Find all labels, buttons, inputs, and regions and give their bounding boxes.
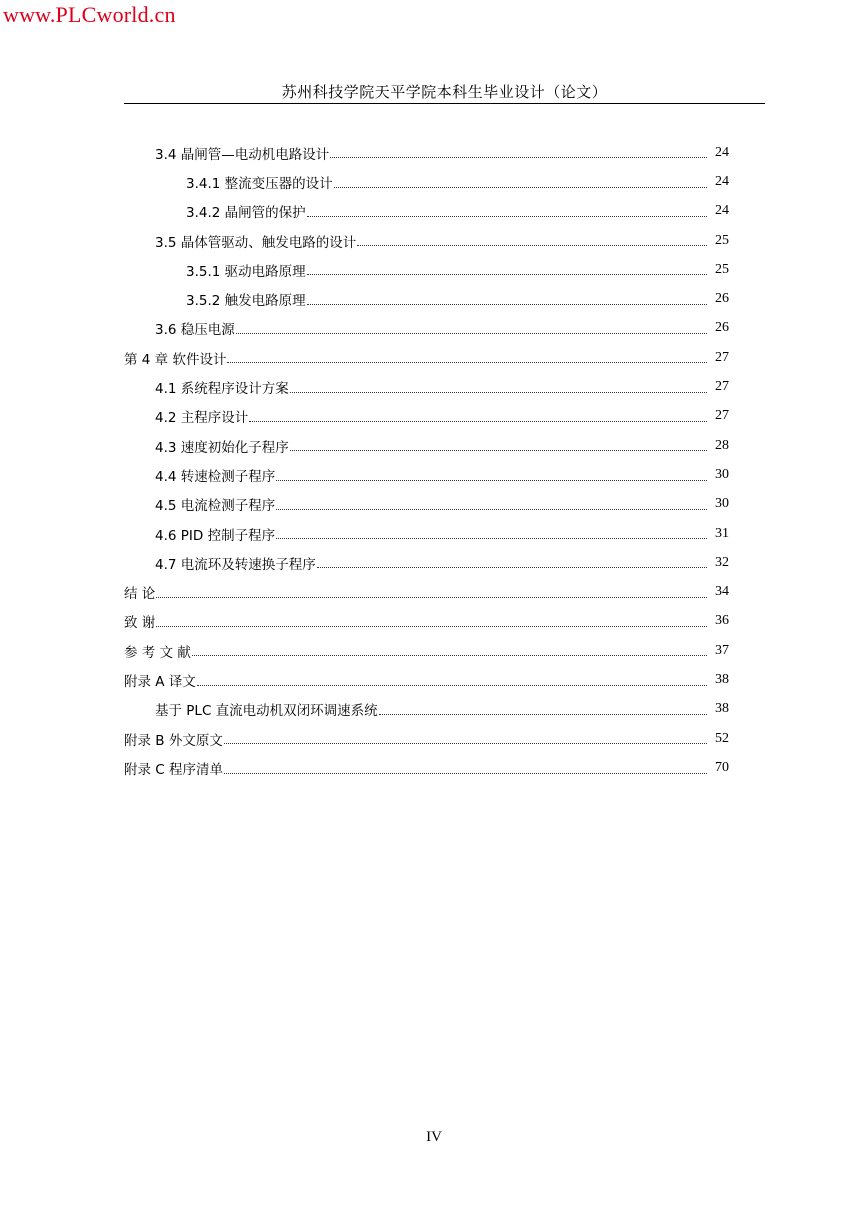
toc-entry-title: 3.4.2 晶闸管的保护 bbox=[186, 205, 306, 222]
toc-entry-page: 24 bbox=[715, 173, 729, 189]
toc-entry[interactable] bbox=[124, 753, 729, 782]
toc-entry-title: 4.2 主程序设计 bbox=[155, 410, 249, 427]
toc-entry[interactable] bbox=[124, 607, 729, 636]
toc-dot-leader bbox=[276, 508, 707, 510]
toc-entry-page: 36 bbox=[715, 613, 729, 629]
toc-entry-title: 第 4 章 软件设计 bbox=[124, 351, 227, 368]
toc-entry-title: 附录 B 外文原文 bbox=[124, 732, 223, 749]
toc-dot-leader bbox=[357, 244, 707, 246]
toc-entry-page: 34 bbox=[715, 584, 729, 600]
table-of-contents bbox=[124, 138, 729, 783]
toc-entry-title: 附录 A 译文 bbox=[124, 673, 196, 690]
toc-entry[interactable] bbox=[124, 519, 729, 548]
toc-entry-page: 38 bbox=[715, 671, 729, 687]
toc-entry[interactable] bbox=[124, 138, 729, 167]
toc-dot-leader bbox=[276, 537, 707, 539]
toc-entry-title: 致 谢 bbox=[124, 615, 156, 632]
toc-entry-page: 37 bbox=[715, 642, 729, 658]
toc-entry-page: 26 bbox=[715, 320, 729, 336]
toc-entry-page: 30 bbox=[715, 466, 729, 482]
toc-dot-leader bbox=[379, 713, 707, 715]
toc-entry-title: 结 论 bbox=[124, 586, 156, 603]
toc-dot-leader bbox=[156, 625, 707, 627]
header-rule bbox=[124, 103, 765, 104]
toc-entry[interactable] bbox=[124, 577, 729, 606]
toc-entry-page: 28 bbox=[715, 437, 729, 453]
toc-entry[interactable] bbox=[124, 490, 729, 519]
toc-dot-leader bbox=[227, 361, 707, 363]
toc-entry[interactable] bbox=[124, 431, 729, 460]
toc-entry[interactable] bbox=[124, 724, 729, 753]
toc-entry-title: 3.5.1 驱动电路原理 bbox=[186, 263, 306, 280]
toc-entry-page: 25 bbox=[715, 261, 729, 277]
toc-entry-page: 25 bbox=[715, 232, 729, 248]
toc-entry-page: 24 bbox=[715, 203, 729, 219]
toc-entry-title: 4.5 电流检测子程序 bbox=[155, 498, 276, 515]
toc-entry-title: 3.4.1 整流变压器的设计 bbox=[186, 175, 333, 192]
toc-entry-title: 参 考 文 献 bbox=[124, 644, 191, 661]
toc-entry[interactable] bbox=[124, 284, 729, 313]
toc-dot-leader bbox=[224, 742, 707, 744]
toc-dot-leader bbox=[249, 420, 707, 422]
toc-entry-page: 70 bbox=[715, 759, 729, 775]
toc-entry[interactable] bbox=[124, 343, 729, 372]
toc-entry-page: 32 bbox=[715, 554, 729, 570]
toc-entry-page: 27 bbox=[715, 408, 729, 424]
toc-dot-leader bbox=[197, 684, 707, 686]
toc-entry-page: 30 bbox=[715, 496, 729, 512]
page-number: IV bbox=[426, 1129, 442, 1145]
toc-entry[interactable] bbox=[124, 255, 729, 284]
toc-entry-page: 26 bbox=[715, 291, 729, 307]
toc-entry[interactable] bbox=[124, 314, 729, 343]
toc-entry-page: 52 bbox=[715, 730, 729, 746]
toc-dot-leader bbox=[276, 479, 707, 481]
toc-dot-leader bbox=[307, 215, 707, 217]
toc-dot-leader bbox=[290, 391, 707, 393]
toc-dot-leader bbox=[307, 273, 707, 275]
toc-entry[interactable] bbox=[124, 226, 729, 255]
toc-entry[interactable] bbox=[124, 695, 729, 724]
toc-entry[interactable] bbox=[124, 665, 729, 694]
toc-dot-leader bbox=[224, 772, 707, 774]
toc-entry-title: 3.6 稳压电源 bbox=[155, 322, 235, 339]
toc-dot-leader bbox=[156, 596, 707, 598]
toc-entry-title: 3.4 晶闸管—电动机电路设计 bbox=[155, 146, 330, 163]
toc-entry-page: 27 bbox=[715, 349, 729, 365]
toc-entry-title: 4.4 转速检测子程序 bbox=[155, 468, 276, 485]
toc-entry[interactable] bbox=[124, 460, 729, 489]
toc-dot-leader bbox=[330, 156, 707, 158]
toc-entry-title: 基于 PLC 直流电动机双闭环调速系统 bbox=[155, 703, 378, 720]
running-header: 苏州科技学院天平学院本科生毕业设计（论文） bbox=[281, 83, 608, 101]
toc-entry[interactable] bbox=[124, 548, 729, 577]
toc-dot-leader bbox=[334, 186, 707, 188]
toc-dot-leader bbox=[236, 332, 707, 334]
toc-dot-leader bbox=[307, 303, 707, 305]
toc-entry-page: 38 bbox=[715, 701, 729, 717]
toc-entry[interactable] bbox=[124, 402, 729, 431]
toc-dot-leader bbox=[290, 449, 707, 451]
toc-entry-page: 27 bbox=[715, 379, 729, 395]
toc-entry-page: 24 bbox=[715, 144, 729, 160]
toc-dot-leader bbox=[317, 566, 707, 568]
toc-entry[interactable] bbox=[124, 197, 729, 226]
toc-entry-title: 附录 C 程序清单 bbox=[124, 761, 224, 778]
toc-entry-title: 4.1 系统程序设计方案 bbox=[155, 381, 289, 398]
toc-dot-leader bbox=[192, 654, 707, 656]
toc-entry-title: 3.5 晶体管驱动、触发电路的设计 bbox=[155, 234, 357, 251]
toc-entry-title: 4.3 速度初始化子程序 bbox=[155, 439, 289, 456]
toc-entry[interactable] bbox=[124, 167, 729, 196]
toc-entry-page: 31 bbox=[715, 525, 729, 541]
watermark-text: www.PLCworld.cn bbox=[3, 2, 176, 27]
toc-entry-title: 4.7 电流环及转速换子程序 bbox=[155, 556, 316, 573]
toc-entry-title: 3.5.2 触发电路原理 bbox=[186, 293, 306, 310]
toc-entry[interactable] bbox=[124, 636, 729, 665]
toc-entry-title: 4.6 PID 控制子程序 bbox=[155, 527, 276, 544]
toc-entry[interactable] bbox=[124, 372, 729, 401]
